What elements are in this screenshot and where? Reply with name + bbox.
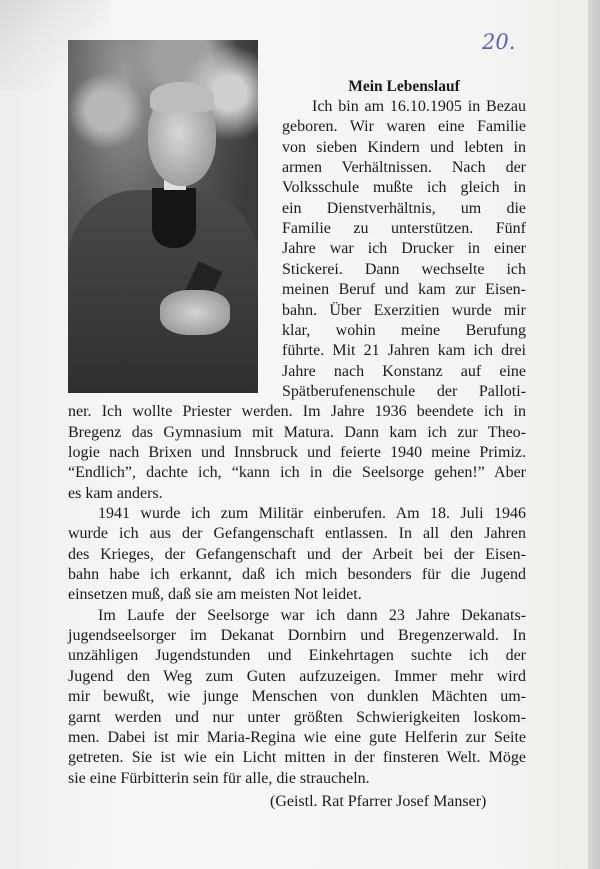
text-line: Bregenz das Gymnasium mit Matura. Dann kam ich zur Theo-	[68, 423, 526, 441]
text-line: wurde ich aus der Gefangenschaft entlassen. In all den Jahren	[68, 525, 526, 543]
text-line: meinen Beruf und kam zur Eisen-	[282, 281, 526, 299]
text-line: “Endlich”, dachte ich, “kann ich in die Seelsorge gehen!” Aber	[68, 464, 526, 482]
text-line: von sieben Kindern und lebten in	[282, 138, 526, 156]
text-line: Volksschule mußte ich gleich in	[282, 179, 526, 197]
text-line: armen Verhältnissen. Nach der	[282, 159, 526, 177]
signature: (Geistl. Rat Pfarrer Josef Manser)	[270, 793, 487, 810]
text-line: Spätberufenenschule der Palloti-	[282, 382, 526, 400]
handwritten-page-number: 20.	[482, 30, 516, 54]
text-line: Familie zu unterstützen. Fünf	[282, 220, 526, 238]
text-line: Stickerei. Dann wechselte ich	[282, 260, 526, 278]
text-line: Im Laufe der Seelsorge war ich dann 23 Jahre Dekanats-	[98, 606, 526, 624]
text-line: ein Dienstverhältnis, um die	[282, 199, 526, 217]
text-line: sie eine Fürbitterin sein für alle, die straucheln.	[68, 769, 370, 787]
text-line: logie nach Brixen und Innsbruck und feierte 1940 meine Primiz.	[68, 443, 526, 461]
text-line: ner. Ich wollte Priester werden. Im Jahre 1936 beendete ich in	[68, 403, 526, 421]
text-line: 1941 wurde ich zum Militär einberufen. Am 18. Juli 1946	[98, 505, 526, 522]
page-edge	[588, 0, 600, 869]
text-line: men. Dabei ist mir Maria-Regina wie eine gute Helferin zur Seite	[68, 728, 526, 746]
text-line: geboren. Wir waren eine Familie	[282, 118, 526, 136]
text-line: mir bewußt, wie junge Menschen von dunklen Mächten um-	[68, 688, 526, 706]
text-line: Jahre war ich Drucker in einer	[282, 240, 526, 258]
text-line: Jahre nach Konstanz auf eine	[282, 362, 526, 380]
portrait-photo	[68, 40, 258, 393]
text-line: klar, wohin meine Berufung	[282, 321, 526, 339]
text-line: jugendseelsorger im Dekanat Dornbirn und Bregenzerwald. In	[68, 627, 526, 645]
text-line: bahn. Über Exerzitien wurde mir	[282, 301, 526, 319]
text-line: getreten. Sie ist wie ein Licht mitten in der finsteren Welt. Möge	[68, 749, 526, 767]
text-line: einsetzen muß, daß sie am meisten Not leidet.	[68, 586, 362, 604]
text-line: es kam anders.	[68, 484, 163, 502]
text-line: Ich bin am 16.10.1905 in Bezau	[312, 98, 526, 115]
text-line: bahn habe ich erkannt, daß ich mich besonders für die Jugend	[68, 566, 526, 584]
text-line: garnt werden und nur unter größten Schwierigkeiten loskom-	[68, 708, 526, 726]
text-line: Jugend den Weg zum Guten aufzuzeigen. Immer mehr wird	[68, 667, 526, 685]
document-title: Mein Lebenslauf	[348, 78, 460, 95]
text-line: des Krieges, der Gefangenschaft und der Arbeit bei der Eisen-	[68, 545, 526, 563]
text-line: unzähligen Jugendstunden und Einkehrtagen suchte ich der	[68, 647, 526, 665]
text-line: führte. Mit 21 Jahren kam ich drei	[282, 342, 526, 360]
